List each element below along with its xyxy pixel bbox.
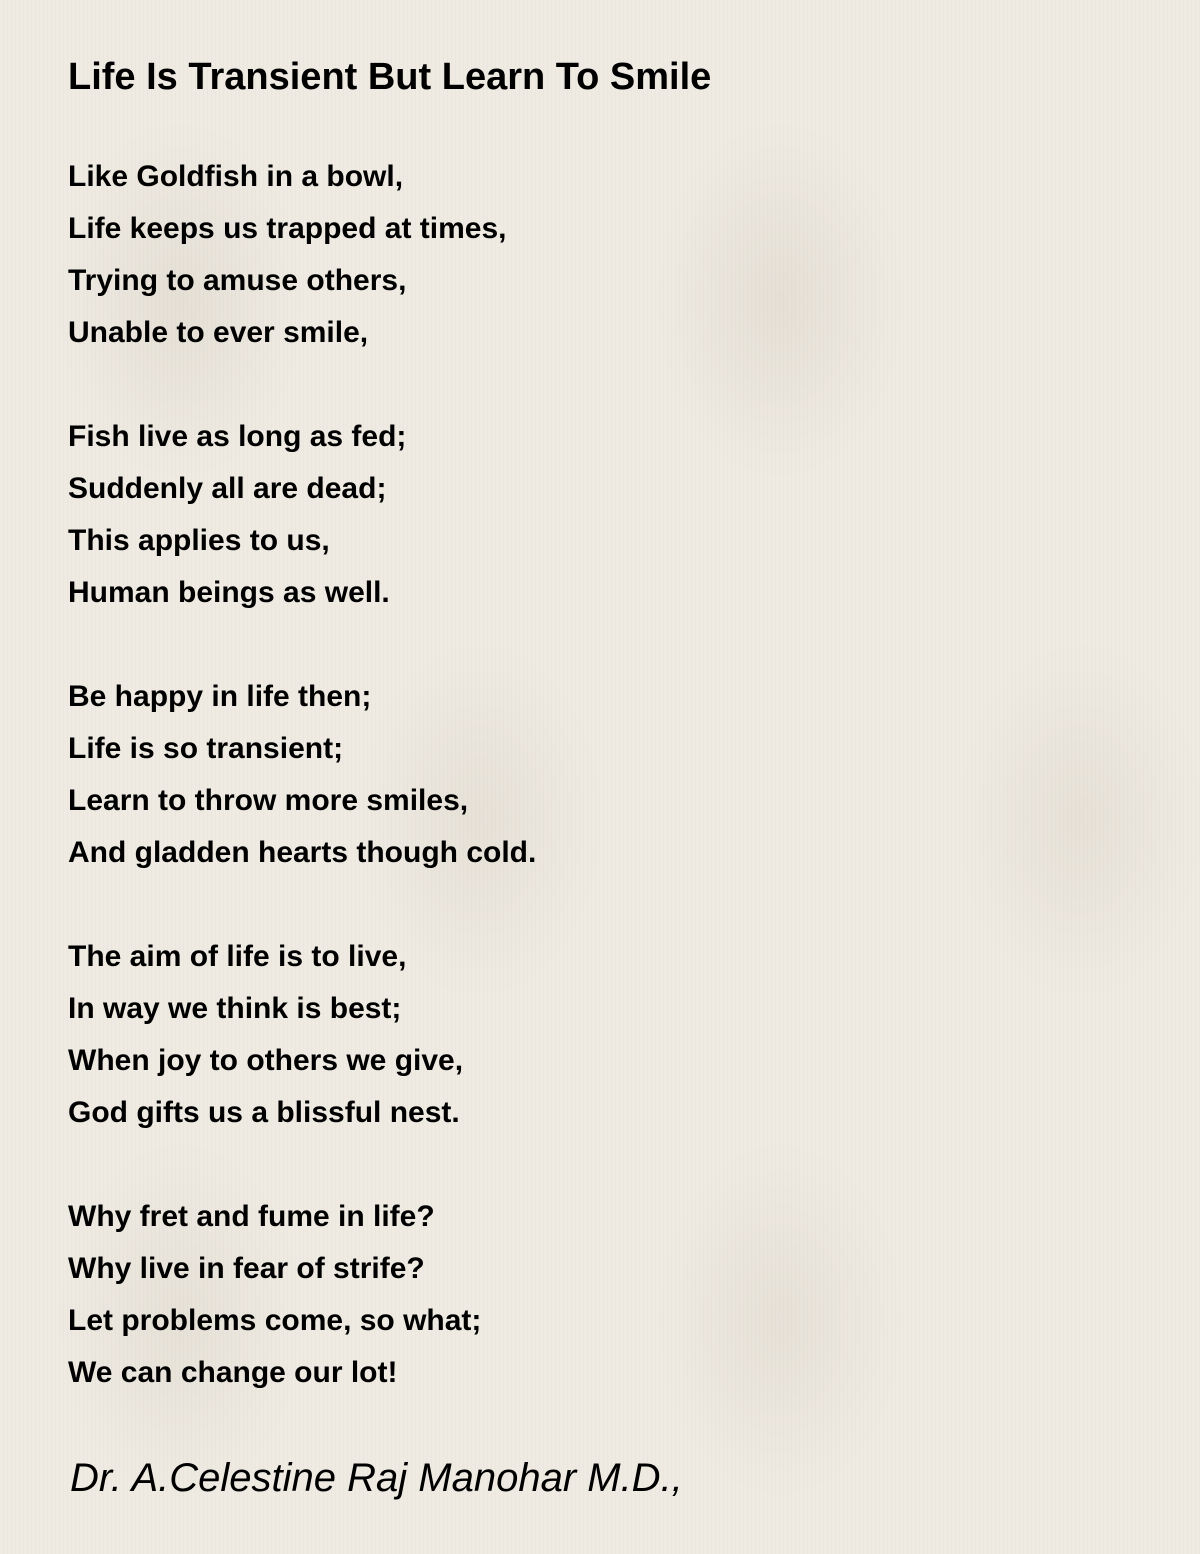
poem-author: Dr. A.Celestine Raj Manohar M.D., bbox=[70, 1456, 683, 1500]
poem-line: Let problems come, so what; bbox=[68, 1304, 482, 1337]
poem-title: Life Is Transient But Learn To Smile bbox=[68, 56, 712, 98]
poem-line: Life is so transient; bbox=[68, 732, 344, 765]
stanza-4 bbox=[68, 931, 536, 1139]
poem-line: Suddenly all are dead; bbox=[68, 472, 387, 505]
stanza-5 bbox=[68, 1191, 536, 1399]
poem-body bbox=[68, 151, 536, 1451]
poem-line: We can change our lot! bbox=[68, 1356, 398, 1389]
poem-line: This applies to us, bbox=[68, 524, 330, 557]
poem-line: God gifts us a blissful nest. bbox=[68, 1096, 460, 1129]
poem-line: Like Goldfish in a bowl, bbox=[68, 160, 404, 193]
poem-line: Unable to ever smile, bbox=[68, 316, 369, 349]
poem-line: Learn to throw more smiles, bbox=[68, 784, 469, 817]
poem-line: Human beings as well. bbox=[68, 576, 390, 609]
poem-line: Why live in fear of strife? bbox=[68, 1252, 425, 1285]
stanza-2 bbox=[68, 411, 536, 619]
stanza-3 bbox=[68, 671, 536, 879]
poem-line: Fish live as long as fed; bbox=[68, 420, 407, 453]
poem-line: The aim of life is to live, bbox=[68, 940, 407, 973]
poem-line: Why fret and fume in life? bbox=[68, 1200, 435, 1233]
poem-line: In way we think is best; bbox=[68, 992, 402, 1025]
stanza-1 bbox=[68, 151, 536, 359]
poem-line: And gladden hearts though cold. bbox=[68, 836, 537, 869]
poem-line: Be happy in life then; bbox=[68, 680, 372, 713]
poem-line: Trying to amuse others, bbox=[68, 264, 407, 297]
poem-line: When joy to others we give, bbox=[68, 1044, 464, 1077]
poem-line: Life keeps us trapped at times, bbox=[68, 212, 507, 245]
